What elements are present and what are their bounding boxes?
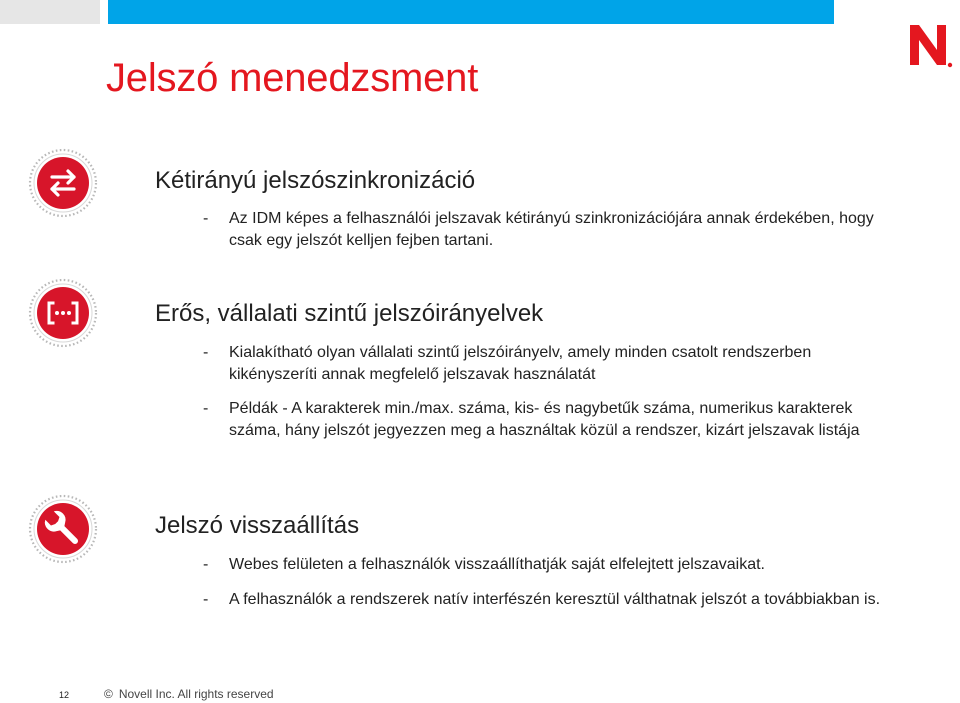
bullet-dash: -: [203, 400, 209, 417]
copyright: [104, 687, 274, 701]
list-item: [203, 554, 893, 576]
page-number: 12: [59, 690, 70, 700]
sync-arrows-icon: [28, 148, 98, 218]
section-heading-reset: Jelszó visszaállítás: [155, 512, 360, 539]
bullet-text: Kialakítható olyan vállalati szintű jelszóirányelv, amely minden csatolt rendszerben kikényszeríti annak megfelelő jelszavak használatát: [229, 344, 812, 383]
bullet-dash: -: [203, 210, 209, 227]
copyright-text: Novell Inc. All rights reserved: [118, 687, 274, 701]
bullet-dash: -: [203, 556, 209, 573]
bullet-dash: -: [203, 591, 209, 608]
header-bar-gray: [0, 0, 100, 24]
section-heading-sync: Kétirányú jelszószinkronizáció: [155, 167, 476, 194]
bullet-text: Példák - A karakterek min./max. száma, kis- és nagybetűk száma, numerikus karakterek száma, hány jelszót jegyezzen meg a használtak közül a rendszer, kizárt jelszavak listája: [229, 400, 860, 439]
novell-n-logo: [904, 20, 956, 70]
wrench-icon: [28, 494, 98, 564]
header-bar-blue: [108, 0, 834, 24]
list-item: [203, 208, 893, 252]
section-heading-policy: Erős, vállalati szintű jelszóirányelvek: [155, 300, 544, 327]
bullet-dash: -: [203, 344, 209, 361]
list-item: [203, 398, 893, 442]
list-item: [203, 342, 893, 386]
page-title: Jelszó menedzsment: [106, 56, 479, 100]
policy-brackets-icon: [28, 278, 98, 348]
copyright-symbol: ©: [104, 687, 113, 701]
bullet-text: A felhasználók a rendszerek natív interfészén keresztül válthatnak jelszót a továbbiakban is.: [229, 591, 881, 608]
bullet-text: Webes felületen a felhasználók visszaállíthatják saját elfelejtett jelszavaikat.: [229, 556, 765, 573]
bullet-text: Az IDM képes a felhasználói jelszavak kétirányú szinkronizációjára annak érdekében, hogy csak egy jelszót kelljen fejben tartani.: [229, 210, 874, 249]
list-item: [203, 589, 893, 611]
